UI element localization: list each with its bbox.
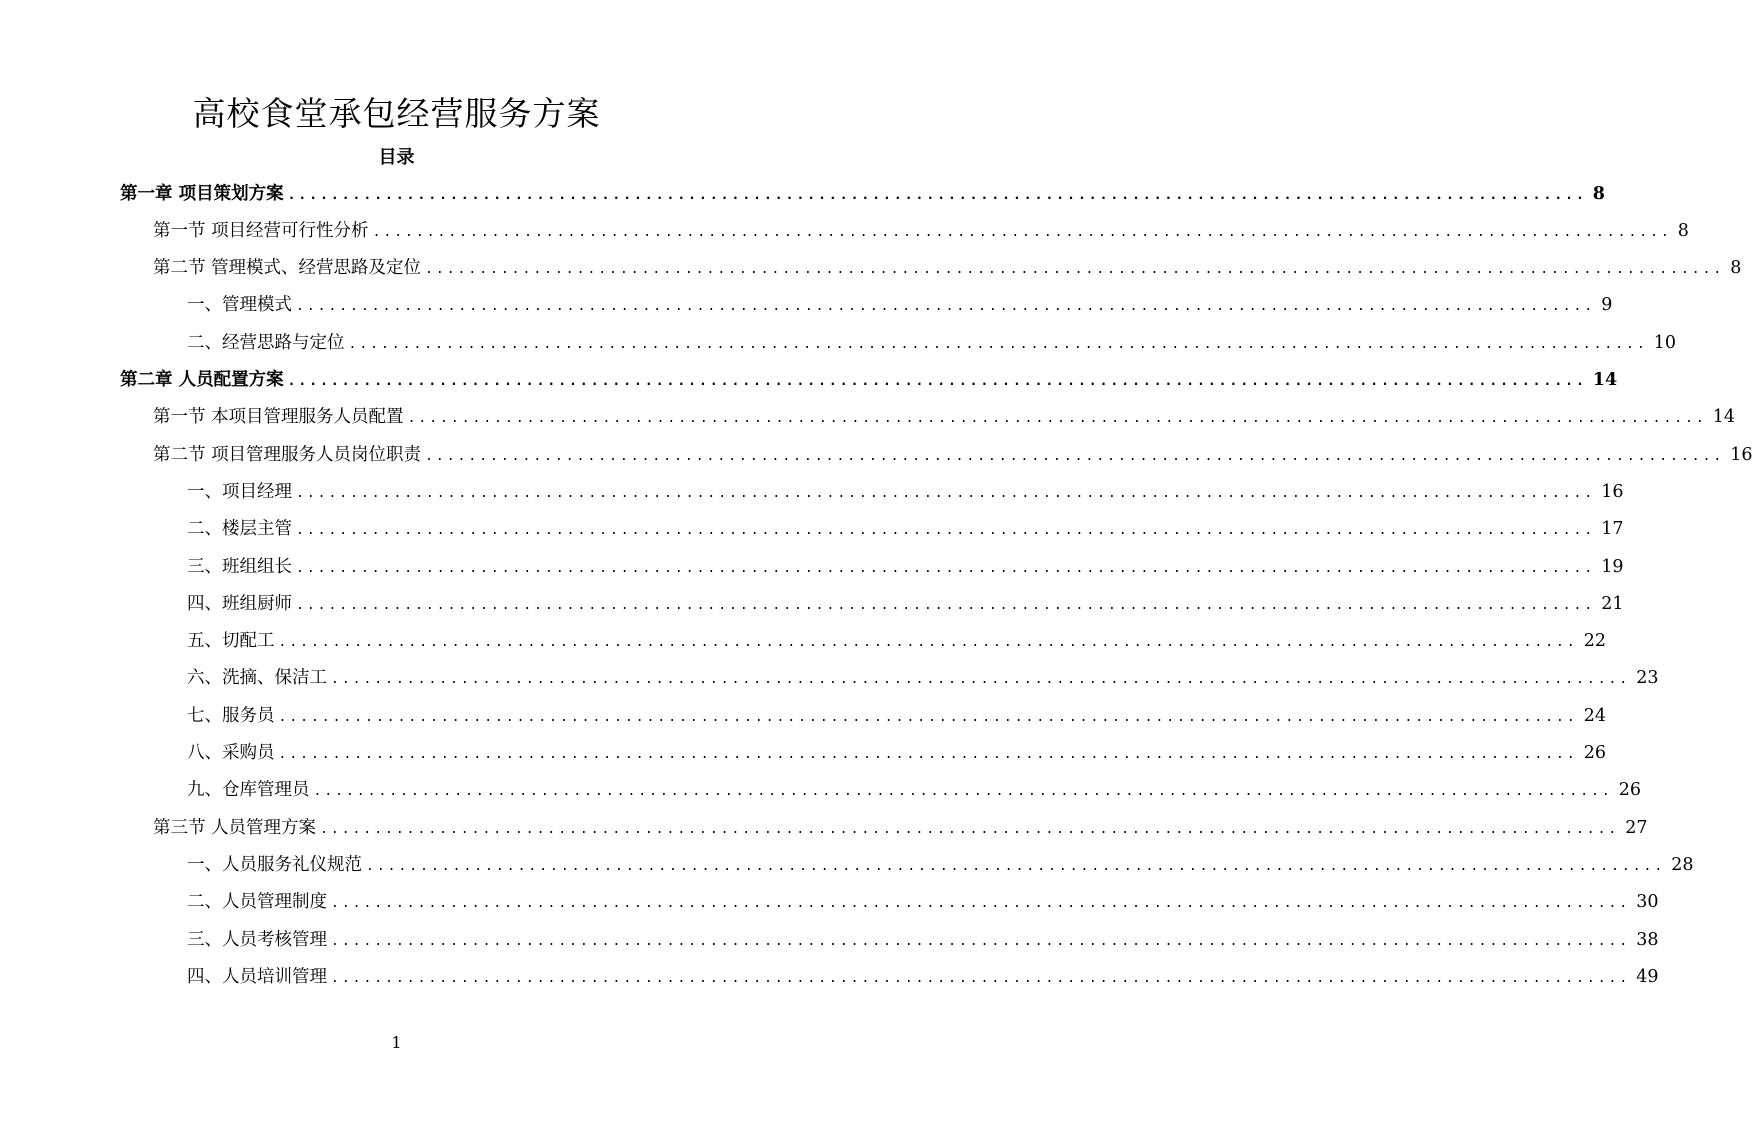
toc-entry-title: 第二节 管理模式、经营思路及定位 <box>153 258 422 279</box>
toc-entry-page: 8 <box>1677 220 1689 241</box>
toc-entry-title: 第二章 人员配置方案 <box>120 370 284 390</box>
toc-dot-leader: ........................................................................................................................ <box>278 709 1578 725</box>
toc-entry-title: 五、切配工 <box>187 631 275 652</box>
toc-dot-leader: ........................................................................................................................ <box>287 187 1587 203</box>
toc-dot-leader: ........................................................................................................................ <box>407 411 1707 427</box>
toc-dot-leader: ........................................................................................................................ <box>331 933 1631 949</box>
toc-dot-leader: ........................................................................................................................ <box>278 747 1578 762</box>
toc-entry[interactable] <box>187 585 1624 622</box>
toc-entry[interactable] <box>187 884 1659 921</box>
toc-entry-page: 22 <box>1583 631 1606 652</box>
toc-dot-leader: ........................................................................................................................ <box>296 560 1596 576</box>
toc-dot-leader: ........................................................................................................................ <box>278 635 1578 651</box>
toc-dot-leader: ........................................................................................................................ <box>425 448 1725 464</box>
toc-dot-leader: ........................................................................................................................ <box>313 784 1613 800</box>
page-number: 1 <box>391 1033 402 1052</box>
document-title: 高校食堂承包经营服务方案 <box>192 94 601 133</box>
toc-dot-leader: ........................................................................................................................ <box>331 672 1631 688</box>
toc-entry[interactable] <box>187 735 1606 772</box>
toc-dot-leader: ........................................................................................................................ <box>331 896 1631 912</box>
toc-dot-leader: ........................................................................................................................ <box>296 485 1596 501</box>
toc-entry-page: 49 <box>1636 966 1659 987</box>
toc-entry[interactable] <box>187 772 1641 809</box>
toc-entry-page: 26 <box>1618 780 1641 801</box>
toc-entry-title: 三、人员考核管理 <box>187 929 327 950</box>
toc-dot-leader: ........................................................................................................................ <box>320 821 1620 837</box>
toc-entry-page: 23 <box>1636 668 1659 689</box>
toc-entry[interactable] <box>187 846 1694 883</box>
toc-heading: 目录 <box>378 147 415 168</box>
toc-entry-page: 16 <box>1730 444 1753 465</box>
toc-entry[interactable] <box>187 921 1659 958</box>
toc-entry-title: 八、采购员 <box>187 743 275 763</box>
toc-entry-page: 14 <box>1592 370 1618 390</box>
toc-entry[interactable] <box>187 623 1606 660</box>
toc-entry-page: 26 <box>1583 743 1606 763</box>
toc-entry[interactable] <box>187 697 1606 734</box>
toc-entry-page: 24 <box>1583 705 1606 726</box>
toc-entry-title: 四、班组厨师 <box>187 593 292 614</box>
toc-entry-title: 第一节 本项目管理服务人员配置 <box>153 407 404 428</box>
toc-entry-title: 三、班组组长 <box>187 556 292 577</box>
toc-entry-page: 8 <box>1730 258 1742 279</box>
toc-dot-leader: ........................................................................................................................ <box>296 299 1596 315</box>
toc-entry[interactable] <box>153 809 1648 846</box>
toc-dot-leader: ........................................................................................................................ <box>366 858 1666 874</box>
toc-entry-page: 19 <box>1601 556 1624 577</box>
toc-entry[interactable] <box>187 958 1659 995</box>
toc-entry[interactable] <box>187 511 1624 548</box>
toc-entry-title: 第二节 项目管理服务人员岗位职责 <box>153 444 422 465</box>
toc-dot-leader: ........................................................................................................................ <box>372 224 1672 240</box>
toc-dot-leader: ........................................................................................................................ <box>296 597 1596 613</box>
toc-dot-leader: ........................................................................................................................ <box>331 970 1631 986</box>
toc-entry-page: 9 <box>1601 295 1613 316</box>
toc-entry-page: 21 <box>1601 593 1624 614</box>
toc-entry-page: 30 <box>1636 892 1659 913</box>
toc-dot-leader: ........................................................................................................................ <box>287 374 1587 389</box>
toc-entry[interactable] <box>187 324 1676 361</box>
toc-entry[interactable] <box>187 473 1624 510</box>
toc-entry-page: 8 <box>1592 183 1605 204</box>
toc-entry-page: 16 <box>1601 481 1624 502</box>
toc-entry[interactable] <box>187 660 1659 697</box>
toc-entry[interactable] <box>120 175 1605 212</box>
toc-entry-title: 一、项目经理 <box>187 481 292 502</box>
toc-entry-page: 10 <box>1653 332 1676 353</box>
toc-entry-page: 27 <box>1625 817 1648 838</box>
toc-entry-title: 第三节 人员管理方案 <box>153 817 317 838</box>
toc-entry-page: 17 <box>1601 519 1624 540</box>
toc-entry-page: 14 <box>1712 407 1736 428</box>
toc-entry-title: 二、经营思路与定位 <box>187 332 345 353</box>
toc-entry-title: 第一节 项目经营可行性分析 <box>153 220 369 241</box>
toc-entry-title: 二、人员管理制度 <box>187 892 327 913</box>
toc-dot-leader: ........................................................................................................................ <box>425 262 1725 278</box>
toc-entry-title: 九、仓库管理员 <box>187 780 310 801</box>
toc-entry-title: 七、服务员 <box>187 705 275 726</box>
toc-dot-leader: ........................................................................................................................ <box>296 523 1596 539</box>
toc-entry[interactable] <box>153 250 1742 287</box>
toc-entry-page: 28 <box>1671 854 1694 875</box>
toc-entry[interactable] <box>153 399 1736 436</box>
toc-entry[interactable] <box>187 548 1624 585</box>
toc-entry[interactable] <box>153 212 1689 249</box>
toc-entry[interactable] <box>120 362 1618 399</box>
toc-entry-title: 一、人员服务礼仪规范 <box>187 854 362 875</box>
toc-entry-title: 一、管理模式 <box>187 295 292 316</box>
toc-entry-title: 六、洗摘、保洁工 <box>187 668 327 689</box>
toc-entry-title: 四、人员培训管理 <box>187 966 327 987</box>
toc-dot-leader: ........................................................................................................................ <box>348 336 1648 352</box>
toc-entry[interactable] <box>187 287 1613 324</box>
toc-entry-page: 38 <box>1636 929 1659 950</box>
toc-entry[interactable] <box>153 436 1753 473</box>
toc-entry-title: 二、楼层主管 <box>187 519 292 540</box>
toc-entry-title: 第一章 项目策划方案 <box>120 183 284 204</box>
